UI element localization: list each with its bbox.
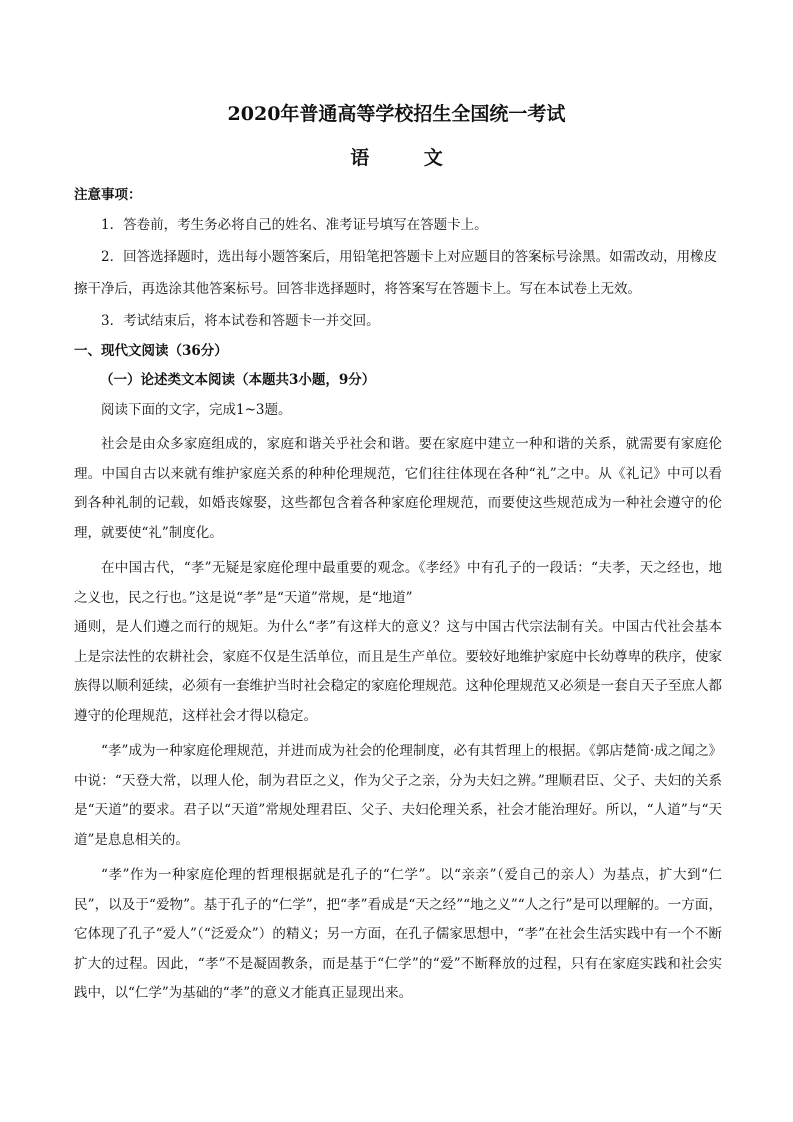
reading-prompt: 阅读下面的文字，完成1~3题。: [101, 402, 292, 418]
subsection-heading: （一）论述类文本阅读（本题共3小题，9分）: [100, 372, 376, 388]
passage-paragraph: 在中国古代，“孝”无疑是家庭伦理中最重要的观念。《孝经》中有孔子的一段话：“夫孝，天之经也，地之义也，民之行也。”这是说“孝”是“天道”常规，是“地道”: [74, 560, 722, 606]
passage-paragraph: 通则，是人们遵之而行的规矩。为什么“孝”有这样大的意义？这与中国古代宗法制有关。中国古代社会基本上是宗法性的农耕社会，家庭不仅是生活单位，而且是生产单位。要较好地维护家庭中长幼尊卑的秩序，使家族得以顺利延续，必须有一套维护当时社会稳定的家庭伦理规范。这种伦理规范又必须是一套自天子至庶人都遵守的伦理规范，这样社会才得以稳定。: [74, 619, 722, 724]
instruction-item: 2．回答选择题时，选出每小题答案后，用铅笔把答题卡上对应题目的答案标号涂黑。如需改动，用橡皮擦干净后，再选涂其他答案标号。回答非选择题时，将答案写在答题卡上。写在本试卷上无效。: [74, 249, 718, 297]
section-heading: 一、现代文阅读（36分）: [74, 343, 228, 359]
reading-passage: [74, 430, 722, 1015]
subject-title: 语 文: [350, 147, 467, 169]
instruction-item: 1．答卷前，考生务必将自己的姓名、准考证号填写在答题卡上。: [101, 217, 488, 233]
instruction-item: 3．考试结束后，将本试卷和答题卡一并交回。: [101, 313, 380, 329]
passage-paragraph: 社会是由众多家庭组成的，家庭和谐关乎社会和谐。要在家庭中建立一种和谐的关系，就需要有家庭伦理。中国自古以来就有维护家庭关系的种种伦理规范，它们往往体现在各种“礼”之中。从《礼记》中可以看到各种礼制的记载，如婚丧嫁娶，这些都包含着各种家庭伦理规范，而要使这些规范成为一种社会遵守的伦理，就要使“礼”制度化。: [74, 436, 722, 541]
exam-title: 2020年普通高等学校招生全国统一考试: [227, 103, 566, 125]
notes-heading: 注意事项：: [74, 187, 142, 203]
passage-paragraph: “孝”作为一种家庭伦理的哲理根据就是孔子的“仁学”。以“亲亲”（爱自己的亲人）为基点，扩大到“仁民”，以及于“爱物”。基于孔子的“仁学”，把“孝”看成是“天之经”“地之义”“人之行”是可以理解的。一方面，它体现了孔子“爱人”（“泛爱众”）的精义；另一方面，在孔子儒家思想中，“孝”在社会生活实践中有一个不断扩大的过程。因此，“孝”不是凝固教条，而是基于“仁学”的“爱”不断释放的过程，只有在家庭实践和社会实践中，以“仁学”为基础的“孝”的意义才能真正显现出来。: [74, 867, 722, 1001]
instructions-list: [74, 209, 722, 337]
passage-paragraph: “孝”成为一种家庭伦理规范，并进而成为社会的伦理制度，必有其哲理上的根据。《郭店楚简·成之闻之》中说：“天登大常，以理人伦，制为君臣之义，作为父子之亲，分为夫妇之辨。”理顺君臣、父子、夫妇的关系是“天道”的要求。君子以“天道”常规处理君臣、父子、夫妇伦理关系，社会才能治理好。所以，“人道”与“天道”是息息相关的。: [74, 743, 722, 848]
